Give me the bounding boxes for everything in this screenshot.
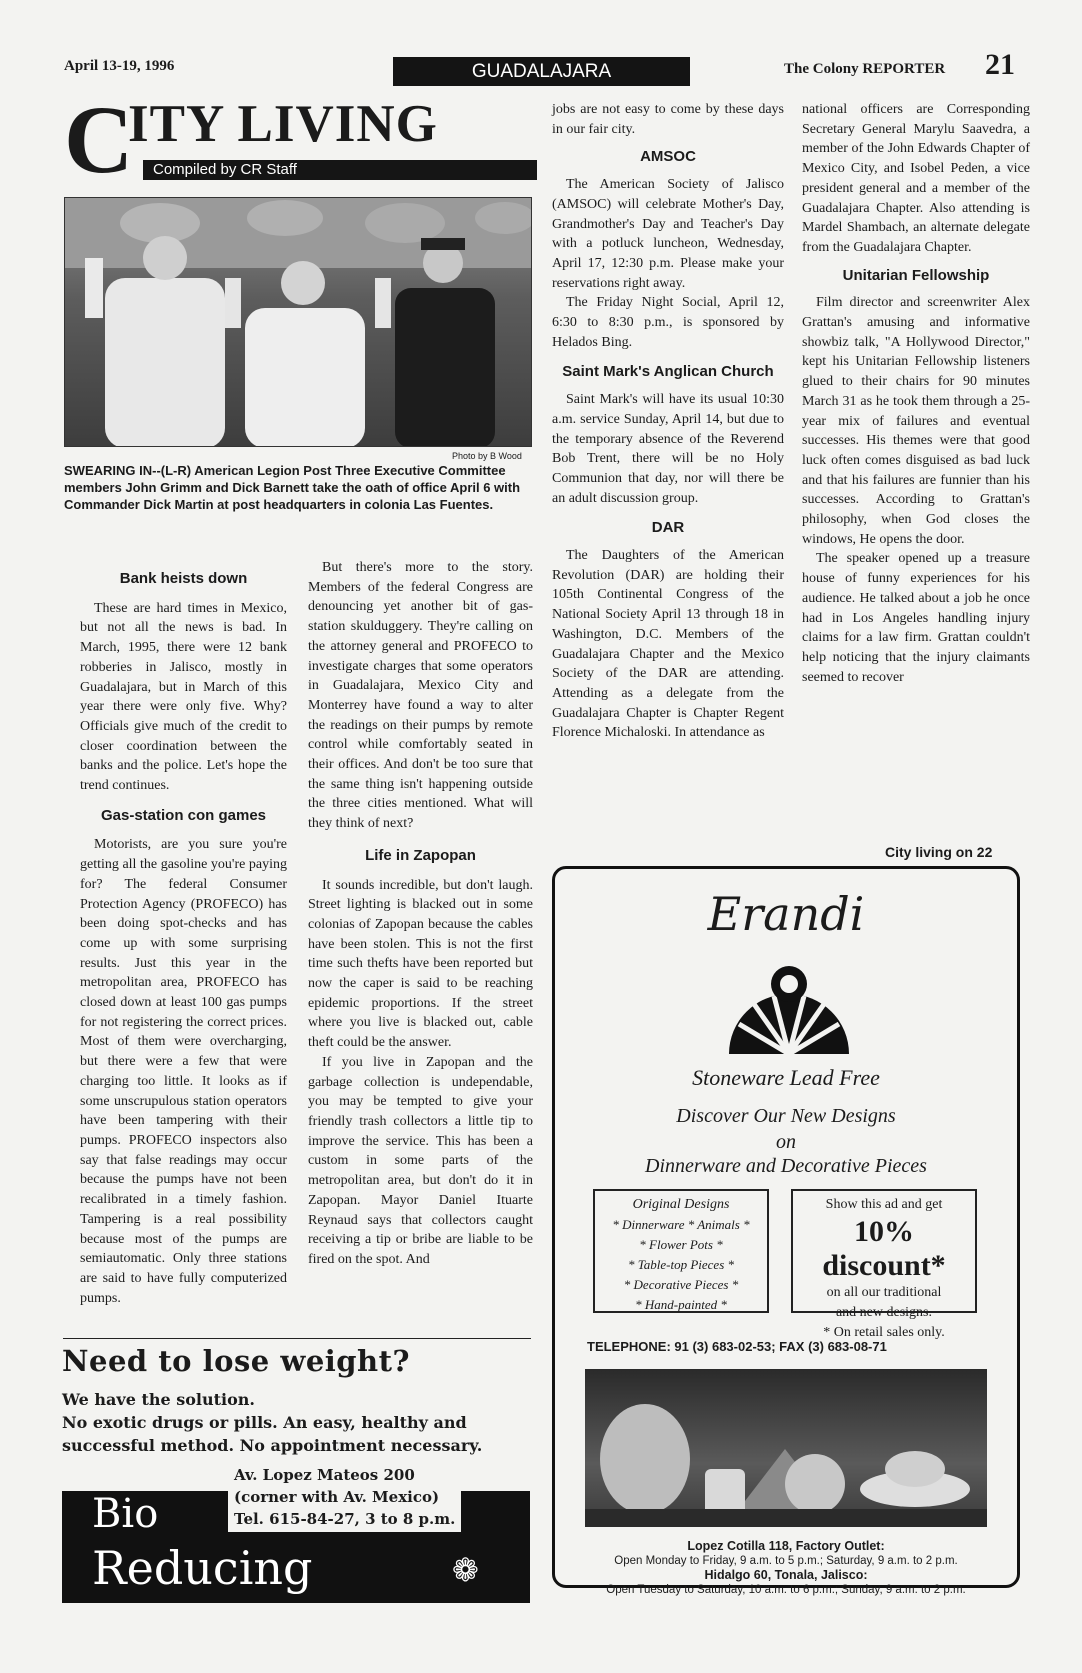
headline-saint-marks: Saint Mark's Anglican Church <box>562 363 774 381</box>
designs-item: * Dinnerware * Animals * <box>612 1217 750 1232</box>
article-amsoc-1: The American Society of Jalisco (AMSOC) will celebrate Mother's Day, Grandmother's Day and Teacher's Day with a potluck luncheon, Wednesday, April 17, 12:30 p.m. Please make your reservations right away. <box>552 177 784 291</box>
ad-tagline: Stoneware Lead Free <box>692 1065 880 1090</box>
sun-emblem-icon <box>719 944 859 1054</box>
headline-amsoc: AMSOC <box>640 148 696 166</box>
ad-line-2: No exotic drugs or pills. An easy, healthy and <box>62 1413 467 1432</box>
article-dar: The Daughters of the American Revolution (DAR) are holding their 105th Continental Congress of the National Society April 13 through 18 in Washington, D.C. Members of the Guadalajara Chapter and the Mexico Society of the DAR are attending. Attending as a delegate from the Guadalajara Chapter is Chapter Regent Florence Michaloski. In attendance as <box>552 548 784 741</box>
designs-box <box>593 1189 769 1313</box>
erandi-ad <box>552 866 1020 1596</box>
article-amsoc-2: The Friday Night Social, April 12, 6:30 to 8:30 p.m., is sponsored by Helados Bing. <box>552 295 784 350</box>
ad-line-on: on <box>776 1131 796 1153</box>
discount-line-1: Show this ad and get <box>825 1197 943 1212</box>
headline-zapopan: Life in Zapopan <box>365 846 476 864</box>
section-title: ITY LIVING <box>128 95 438 153</box>
outlet-hours: Open Monday to Friday, 9 a.m. to 5 p.m.; Saturday, 9 a.m. to 2 p.m. <box>614 1555 958 1567</box>
page-number: 21 <box>985 48 1015 81</box>
article-gas-station-cont: But there's more to the story. Members of the federal Congress are denouncing yet another bit of gas-station skulduggery. They're calling on the attorney general and PROFECO to investigate charges that some operators in Guadalajara, Mexico City and Monterrey have found a way to alter the readings on their pumps by remote control while comfortably seated in their offices. And don't be too sure that the same thing isn't happening outside the three cities mentioned. What will they think of next? <box>308 560 533 832</box>
column-2 <box>308 558 533 1270</box>
continued-line: City living on 22 <box>885 844 993 860</box>
publication-name: The Colony REPORTER <box>784 61 946 77</box>
discount-box <box>791 1189 977 1340</box>
erandi-logo: Erandi <box>707 887 865 941</box>
pottery-photo <box>585 1369 987 1527</box>
discount-note: * On retail sales only. <box>823 1325 945 1340</box>
designs-item: * Hand-painted * <box>635 1297 727 1312</box>
news-photo <box>64 197 532 447</box>
bio-reducing-ad <box>62 1344 530 1604</box>
divider <box>63 1338 531 1339</box>
ad-line-1: We have the solution. <box>62 1390 255 1409</box>
address-line-2: (corner with Av. Mexico) <box>234 1488 440 1506</box>
headline-dar: DAR <box>651 519 685 537</box>
article-saint-marks: Saint Mark's will have its usual 10:30 a.m. service Sunday, April 14, but due to the temporary absence of the Reverend Bob Trent, there will be no Holy Communion that day, nor will there be an adult discussion group. <box>552 392 784 506</box>
ad-phone: TELEPHONE: 91 (3) 683-02-53; FAX (3) 683-08-71 <box>587 1339 887 1354</box>
article-unitarian-2: The speaker opened up a treasure house of funny experiences for his audience. He talked about a job he once had in Los Angeles handling injury claims for a law firm. Grattan couldn't help noticing that the injury claimants seemed to recover <box>802 551 1030 685</box>
tonala-hours: Open Tuesday to Saturday, 10 a.m. to 6 p.m.; Sunday, 9 a.m. to 2 p.m. <box>606 1584 966 1596</box>
article-unitarian-1: Film director and screenwriter Alex Grattan's amusing and informative showbiz talk, "A Hollywood Director," kept his Unitarian Fellowship listeners glued to their chairs for 90 minutes March 31 as he took them through a 25-year mix of failures and eventual successes. His themes were that good luck often comes disguised as bad luck and that his failures are funnier than his successes. According to Grattan's philosophy, when God closes the windows, He opens the door. <box>802 295 1030 547</box>
brand-word-1: Bio <box>92 1491 159 1537</box>
designs-title: Original Designs <box>632 1197 730 1212</box>
ad-headline: Need to lose weight? <box>62 1344 411 1378</box>
section-title-initial: C <box>64 86 134 193</box>
discount-line-2: on all our traditional <box>826 1285 942 1300</box>
brand-word-2: Reducing <box>92 1541 313 1595</box>
article-gas-station: Motorists, are you sure you're getting all the gasoline you're paying for? The federal Consumer Protection Agency (PROFECO) has been doing spot-checks and has come up with some surprising results. Just this year in the metropolitan area, PROFECO has closed down at least 100 gas pumps for not registering the correct prices. Most of them were overcharging, but there were a few that were charging too little. It looks as if some unscrupulous station operators have been tampering with their pumps. PROFECO inspectors also say that false readings may occur because the pumps have not been recalibrated in a timely fashion. Tampering is a real possibility because most of the pumps are semiautomatic. Only three stations are said to have fully computerized pumps. <box>80 837 287 1306</box>
column-3 <box>552 100 784 743</box>
headline-bank-heists: Bank heists down <box>119 570 248 587</box>
photo-caption: SWEARING IN--(L-R) American Legion Post Three Executive Committee members John Grimm and Dick Barnett take the oath of office April 6 with Commander Dick Martin at post headquarters in colonia Las Fuentes. <box>64 463 521 512</box>
article-jobs-cont: jobs are not easy to come by these days in our fair city. <box>552 102 784 137</box>
flower-icon: ❁ <box>452 1552 479 1588</box>
address-line-3: Tel. 615-84-27, 3 to 8 p.m. <box>234 1510 456 1528</box>
ad-line-3: successful method. No appointment necessary. <box>62 1436 483 1455</box>
article-zapopan-1: It sounds incredible, but don't laugh. Street lighting is blacked out in some colonias of Zapopan because the cables have been stolen. This is not the first time such thefts have been reported but now the caper is said to be reaching epidemic proportions. If the street where you live is blacked out, cable theft could be the answer. <box>308 877 533 1051</box>
ad-line-discover: Discover Our New Designs <box>676 1105 896 1127</box>
outlet-address: Lopez Cotilla 118, Factory Outlet: <box>687 1539 885 1553</box>
photo-credit: Photo by B Wood <box>452 451 522 461</box>
headline-gas-station: Gas-station con games <box>100 806 267 824</box>
discount-amount: 10% discount* <box>822 1215 946 1282</box>
issue-date: April 13-19, 1996 <box>64 58 175 74</box>
column-4 <box>802 100 1030 687</box>
designs-item: * Decorative Pieces * <box>623 1277 739 1292</box>
ad-address <box>228 1462 461 1532</box>
article-dar-cont: national officers are Corresponding Secretary General Marylu Saavedra, a member of the John Edwards Chapter of Mexico City, and Isobel Peden, a vice president general and a member of the Guadalajara Chapter. Also attending is Mardel Shambach, an alternate delegate from the Guadalajara Chapter. <box>802 102 1030 255</box>
tonala-address: Hidalgo 60, Tonala, Jalisco: <box>704 1568 868 1582</box>
designs-item: * Table-top Pieces * <box>627 1257 735 1272</box>
ad-body <box>62 1388 482 1457</box>
address-line-1: Av. Lopez Mateos 200 <box>234 1466 415 1484</box>
column-1 <box>80 569 287 1308</box>
discount-line-3: and new designs. <box>835 1305 933 1320</box>
designs-item: * Flower Pots * <box>639 1237 723 1252</box>
article-bank-heists: These are hard times in Mexico, but not all the news is bad. In March, 1995, there were 12 bank robberies in Jalisco, mostly in Guadalajara, but in March of this year there were only five. Why? Officials give much of the credit to closer coordination between the banks and the police. Let's hope the trend continues. <box>80 600 287 794</box>
headline-unitarian: Unitarian Fellowship <box>842 266 990 284</box>
ad-line-dinnerware: Dinnerware and Decorative Pieces <box>645 1155 927 1177</box>
byline: Compiled by CR Staff <box>143 160 537 180</box>
article-zapopan-2: If you live in Zapopan and the garbage collection is undependable, you may be tempted to give your friendly trash collectors a little tip to improve the service. This has been a custom in some parts of the metropolitan area, but don't do it in Zapopan. Mayor Daniel Ituarte Reynaud says that collectors caught receiving a tip or bribe are liable to be fired on the spot. And <box>308 1054 533 1267</box>
section-banner: GUADALAJARA <box>393 57 690 86</box>
